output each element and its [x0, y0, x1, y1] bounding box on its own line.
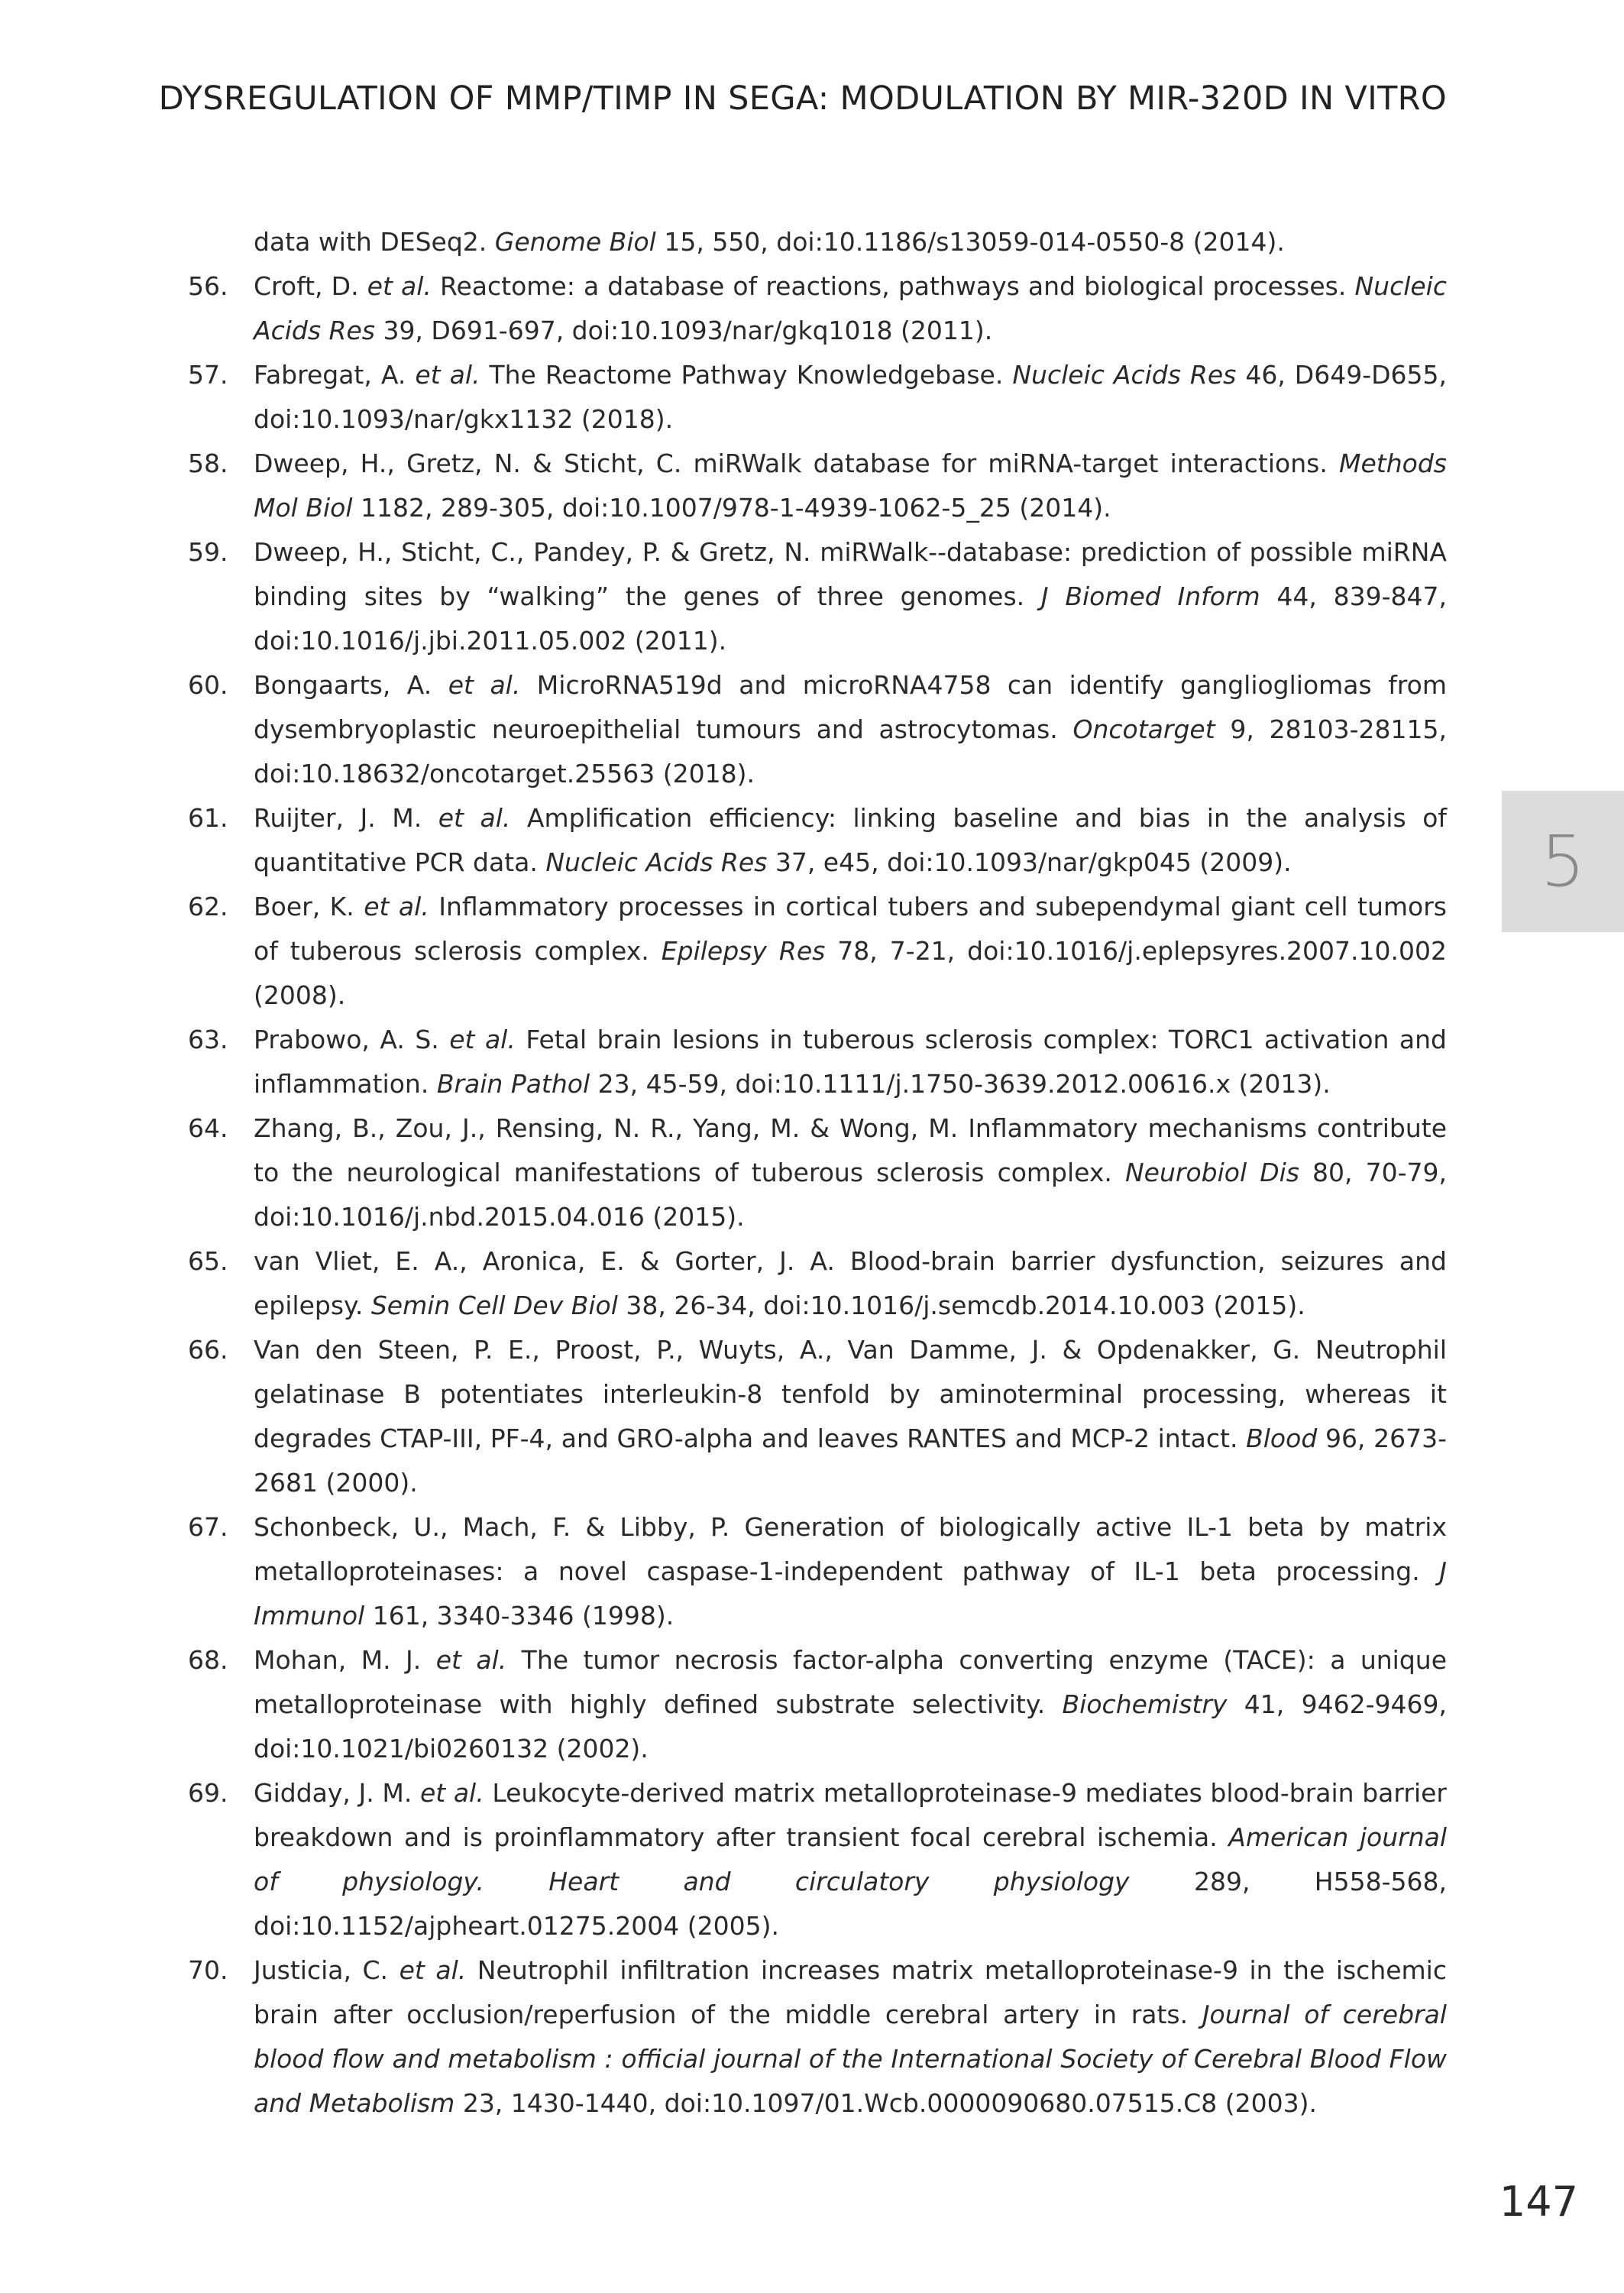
reference-number: 64. [188, 1113, 228, 1143]
reference-text: Prabowo, A. S. et al. Fetal brain lesions in tuberous sclerosis complex: TORC1 activation and inflammation. Brain Pathol 23, 45-59, doi:10.1111/j.1750-3639.2012.00616.x (2013). [254, 1025, 1447, 1099]
reference-text: Schonbeck, U., Mach, F. & Libby, P. Generation of biologically active IL-1 beta by matrix metalloproteinases: a novel caspase-1-independent pathway of IL-1 beta processing. J Immunol 161, 3340-3346 (1998). [254, 1512, 1447, 1631]
reference-list [188, 220, 1447, 2126]
reference-item [188, 1771, 1447, 1948]
reference-number: 65. [188, 1246, 228, 1276]
chapter-tab [1502, 791, 1624, 932]
reference-number: 60. [188, 670, 228, 700]
reference-continuation [188, 220, 1447, 264]
reference-item [188, 1505, 1447, 1638]
reference-text: Gidday, J. M. et al. Leukocyte-derived matrix metalloproteinase-9 mediates blood-brain barrier breakdown and is proinflammatory after transient focal cerebral ischemia. American journal of physiology. Heart and circulatory physiology 289, H558-568, doi:10.1152/ajpheart.01275.2004 (2005). [254, 1778, 1447, 1941]
reference-text: Van den Steen, P. E., Proost, P., Wuyts, A., Van Damme, J. & Opdenakker, G. Neutrophil gelatinase B potentiates interleukin-8 tenfold by aminoterminal processing, whereas it degrades CTAP-III, PF-4, and GRO-alpha and leaves RANTES and MCP-2 intact. Blood 96, 2673-2681 (2000). [254, 1335, 1447, 1498]
reference-item [188, 1239, 1447, 1328]
reference-text: Zhang, B., Zou, J., Rensing, N. R., Yang, M. & Wong, M. Inflammatory mechanisms contribute to the neurological manifestations of tuberous sclerosis complex. Neurobiol Dis 80, 70-79, doi:10.1016/j.nbd.2015.04.016 (2015). [254, 1113, 1447, 1232]
reference-number: 59. [188, 537, 228, 567]
reference-text: data with DESeq2. Genome Biol 15, 550, doi:10.1186/s13059-014-0550-8 (2014). [254, 227, 1285, 257]
reference-item [188, 1106, 1447, 1239]
reference-item [188, 442, 1447, 530]
reference-text: Dweep, H., Gretz, N. & Sticht, C. miRWalk database for miRNA-target interactions. Methods Mol Biol 1182, 289-305, doi:10.1007/978-1-4939-1062-5_25 (2014). [254, 449, 1447, 523]
reference-item [188, 530, 1447, 663]
reference-number: 57. [188, 360, 228, 390]
reference-item [188, 1948, 1447, 2126]
running-header: DYSREGULATION OF MMP/TIMP IN SEGA: MODULATION BY MIR-320D IN VITRO [158, 79, 1447, 118]
reference-item [188, 1638, 1447, 1771]
reference-text: Ruijter, J. M. et al. Amplification efficiency: linking baseline and bias in the analysis of quantitative PCR data. Nucleic Acids Res 37, e45, doi:10.1093/nar/gkp045 (2009). [254, 803, 1447, 877]
reference-item [188, 885, 1447, 1018]
chapter-number: 5 [1540, 821, 1586, 902]
reference-number: 66. [188, 1335, 228, 1365]
reference-item [188, 353, 1447, 442]
reference-number: 63. [188, 1025, 228, 1054]
reference-item [188, 1328, 1447, 1505]
reference-number: 70. [188, 1955, 228, 1985]
reference-number: 68. [188, 1645, 228, 1675]
reference-text: Boer, K. et al. Inflammatory processes in cortical tubers and subependymal giant cell tumors of tuberous sclerosis complex. Epilepsy Res 78, 7-21, doi:10.1016/j.eplepsyres.2007.10.002 (2008). [254, 892, 1447, 1010]
reference-number: 56. [188, 271, 228, 301]
reference-text: Fabregat, A. et al. The Reactome Pathway Knowledgebase. Nucleic Acids Res 46, D649-D655, doi:10.1093/nar/gkx1132 (2018). [254, 360, 1447, 434]
reference-item [188, 796, 1447, 885]
reference-number: 62. [188, 892, 228, 921]
page-number: 147 [1499, 2178, 1578, 2226]
reference-item [188, 264, 1447, 353]
reference-number: 69. [188, 1778, 228, 1808]
reference-text: Dweep, H., Sticht, C., Pandey, P. & Gretz, N. miRWalk--database: prediction of possible miRNA binding sites by “walking” the genes of three genomes. J Biomed Inform 44, 839-847, doi:10.1016/j.jbi.2011.05.002 (2011). [254, 537, 1448, 656]
reference-number: 58. [188, 449, 228, 478]
reference-text: van Vliet, E. A., Aronica, E. & Gorter, J. A. Blood-brain barrier dysfunction, seizures and epilepsy. Semin Cell Dev Biol 38, 26-34, doi:10.1016/j.semcdb.2014.10.003 (2015). [254, 1246, 1447, 1320]
reference-text: Mohan, M. J. et al. The tumor necrosis factor-alpha converting enzyme (TACE): a unique metalloproteinase with highly defined substrate selectivity. Biochemistry 41, 9462-9469, doi:10.1021/bi0260132 (2002). [254, 1645, 1448, 1763]
reference-number: 61. [188, 803, 228, 833]
reference-item [188, 1018, 1447, 1106]
reference-text: Bongaarts, A. et al. MicroRNA519d and microRNA4758 can identify gangliogliomas from dysembryoplastic neuroepithelial tumours and astrocytomas. Oncotarget 9, 28103-28115, doi:10.18632/oncotarget.25563 (2018). [254, 670, 1447, 789]
reference-text: Croft, D. et al. Reactome: a database of reactions, pathways and biological processes. Nucleic Acids Res 39, D691-697, doi:10.1093/nar/gkq1018 (2011). [254, 271, 1447, 345]
reference-number: 67. [188, 1512, 228, 1542]
reference-text: Justicia, C. et al. Neutrophil infiltration increases matrix metalloproteinase-9 in the ischemic brain after occlusion/reperfusion of the middle cerebral artery in rats. Journal of cerebral blood flow and metabolism : official journal of the International Society of Cerebral Blood Flow and Metabolism 23, 1430-1440, doi:10.1097/01.Wcb.0000090680.07515.C8 (2003). [254, 1955, 1447, 2118]
reference-item [188, 663, 1447, 796]
